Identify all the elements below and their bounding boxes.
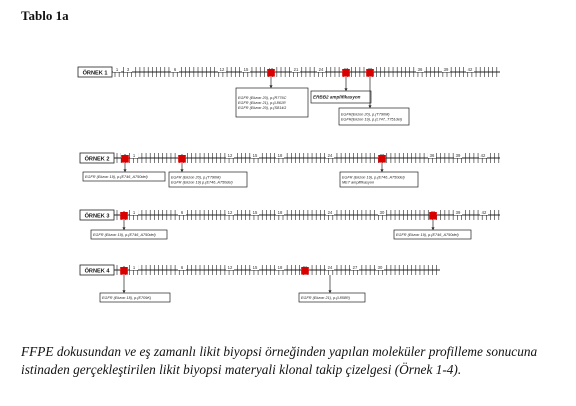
example-1 (78, 67, 500, 125)
tick-label: 39 (455, 210, 461, 215)
tick-label: 39 (455, 153, 461, 158)
tick-label: 15 (252, 265, 258, 270)
result-text: MET amplifikasyon (342, 180, 375, 185)
connector-arrow (368, 105, 371, 108)
tick-label: 36 (417, 67, 423, 72)
sample-marker (378, 155, 386, 163)
tick-label: 30 (377, 265, 383, 270)
tick-label: 6 (173, 67, 177, 72)
tick-label: 1 (132, 210, 136, 215)
sample-marker (120, 212, 128, 220)
figure-caption: FFPE dokusundan ve eş zamanlı likit biyopsi örneğinden yapılan moleküler profilleme sonucuna istinaden gerçekleştirilen likit biyopsi materyali klonal takip çizelgesi (Örnek 1-4). (21, 344, 538, 377)
tick-label: 15 (252, 153, 258, 158)
tick-label: 42 (481, 210, 487, 215)
connector-arrow (122, 227, 125, 230)
example-4 (80, 265, 440, 302)
result-text: EGFR(Ekzon 19), p.(L747_T751del) (341, 117, 402, 122)
result-text: EGFR (Ekzon 21), p.(L858R) (301, 296, 350, 300)
tick-label: 3 (126, 67, 130, 72)
connector-arrow (122, 290, 125, 293)
tick-label: 15 (252, 210, 258, 215)
tick-label: 6 (180, 210, 184, 215)
result-text: ERBB2 amplifikasyon (313, 94, 361, 100)
tick-label: 6 (180, 265, 184, 270)
tick-label: 12 (227, 265, 233, 270)
example-label: ÖRNEK 3 (84, 213, 110, 220)
result-text: EGFR (Ekzon 20), p.(S814G (238, 106, 287, 110)
result-box (339, 108, 409, 125)
tick-label: 30 (379, 210, 385, 215)
tick-label: 18 (277, 153, 283, 158)
result-text: EGFR (Ekzon 21), p.(L861R (238, 101, 286, 105)
tick-label: 39 (443, 67, 449, 72)
result-text: EGFR (Ekzon 19) p.(E746_A750del) (171, 180, 233, 185)
connector-arrow (328, 290, 331, 293)
result-box (340, 172, 418, 187)
connector-arrow (431, 227, 434, 230)
tick-label: 1 (132, 265, 136, 270)
tick-label: 1 (132, 153, 136, 158)
tick-label: 12 (219, 67, 225, 72)
tick-label: 12 (227, 153, 233, 158)
result-text: EGFR (Ekzon 20), p.(T790M) (171, 175, 221, 180)
tick-label: 42 (480, 153, 486, 158)
example-label: ÖRNEK 2 (84, 156, 110, 163)
tick-label: 15 (243, 67, 249, 72)
result-box (169, 172, 247, 187)
tick-label: 24 (327, 210, 333, 215)
sample-marker (120, 267, 128, 275)
sample-marker (267, 69, 275, 77)
tick-label: 21 (293, 67, 299, 72)
sample-marker (301, 267, 309, 275)
example-label: ÖRNEK 1 (82, 70, 108, 77)
tick-label: 24 (318, 67, 324, 72)
result-text: EGFR(Ekzon 20), p.(T790M) (341, 112, 390, 117)
tick-label: 42 (467, 67, 473, 72)
example-label: ÖRNEK 4 (84, 268, 110, 275)
connector-arrow (180, 169, 183, 172)
tick-label: 18 (277, 210, 283, 215)
tick-label: 12 (227, 210, 233, 215)
result-text: EGFR (Ekzon 19), p.(E746_A750del) (396, 233, 459, 237)
tick-label: 36 (429, 153, 435, 158)
sample-marker (429, 212, 437, 220)
connector-arrow (269, 85, 272, 88)
result-text: EGFR (Ekzon 19), p.(E746_A750del) (342, 175, 405, 180)
sample-marker (342, 69, 350, 77)
result-text: EGFR (Ekzon 19), p.(E746_A750del) (85, 175, 148, 179)
example-3 (80, 210, 500, 239)
sample-marker (178, 155, 186, 163)
result-text: EGFR (Ekzon 20), p.(R776C (238, 96, 287, 100)
tick-label: 18 (277, 265, 283, 270)
result-text: EGFR (Ekzon 19), p.(E746_A750del) (93, 233, 156, 237)
tick-label: 24 (327, 153, 333, 158)
connector-arrow (380, 169, 383, 172)
sample-marker (366, 69, 374, 77)
connector-arrow (123, 169, 126, 172)
tick-label: 24 (327, 265, 333, 270)
example-2 (80, 153, 500, 187)
connector-arrow (344, 88, 347, 91)
result-text: EGFR (Ekzon 18), p.(E709K) (102, 296, 152, 300)
tick-label: 1 (115, 67, 119, 72)
sample-marker (121, 155, 129, 163)
tick-label: 27 (352, 265, 358, 270)
figure-title: Tablo 1a (21, 8, 69, 23)
